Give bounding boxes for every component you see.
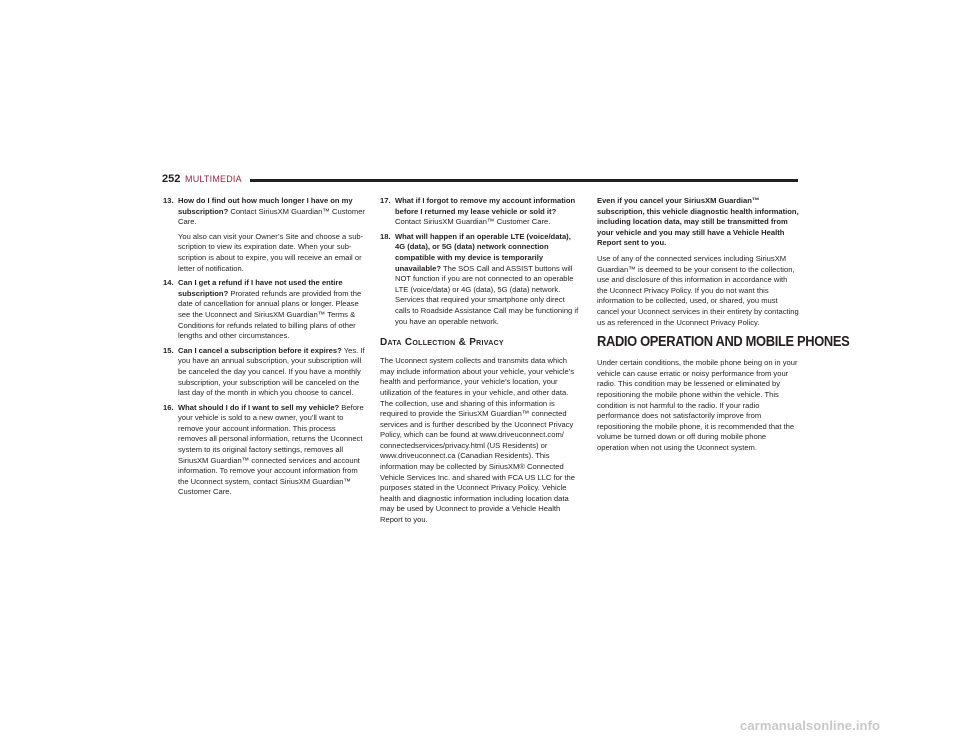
faq-answer: Contact SiriusXM Guardian™ Customer Care. — [178, 206, 365, 227]
faq-item-14 — [163, 278, 366, 342]
column-left — [163, 196, 366, 502]
item-number: 15. — [163, 345, 174, 355]
faq-item-18 — [380, 232, 580, 327]
privacy-body: The Uconnect system collects and transmits data which may include information about your vehicle, your vehicle’s health and performance, your vehicle’s location, your utilization of the features in your vehicle, and other data. The collection, use and sharing of this information is required to provide the SiriusXM Guardian™ connected services and is further described by the Uconnect Privacy Policy, which can be found at www.driveuconnect.com/ connectedservices/privacy.html (US Residents) or www.driveuconnect.ca (Canadian Residents). This information may be collected by SiriusXM® Connected Vehicle Services Inc. and shared with FCA US LLC for the purposes stated in the Uconnect Privacy Policy. Vehicle health and diagnostic information including location data may be used by Uconnect to provide a Vehicle Health Report to you. — [380, 356, 576, 525]
radio-paragraph: Under certain conditions, the mobile phone being on in your vehicle can cause erratic or noisy performance from your radio. This condition may be lessened or eliminated by repositioning the mobile phone within the vehicle. This condition is not harmful to the radio. If your radio performance does not satisfactorily improve from repositioning the mobile phone, it is recommended that the volume be turned down or off during mobile phone operation when not using the Uconnect system. — [597, 358, 798, 452]
header-rule — [250, 179, 798, 182]
section-title: MULTIMEDIA — [185, 174, 242, 184]
page-header — [162, 172, 798, 188]
faq-answer: Yes. If you have an annual subscription, your subscription will be canceled the day you cancel. If you have a monthly subscription, your subscription will be canceled on the last day of the month in which you choose to cancel. — [178, 345, 365, 398]
faq-item-13 — [163, 196, 366, 274]
item-number: 16. — [163, 402, 174, 412]
section-heading-radio: RADIO OPERATION AND MOBILE PHONES — [597, 333, 850, 351]
consent-paragraph: Use of any of the connected services including SiriusXM Guardian™ is deemed to be your consent to the collection, use and disclosure of this information in accordance with the Uconnect Privacy Policy. If you do not want this information to be collected, used, or shared, you must cancel your Uconnect services in their entirety by contacting us as referenced in the Uconnect Privacy Policy. — [597, 253, 799, 327]
section-heading-data-privacy: Data Collection & Privacy — [380, 337, 504, 349]
item-number: 14. — [163, 278, 174, 288]
faq-question: Can I cancel a subscription before it expires? — [178, 345, 342, 355]
page-number: 252 — [162, 173, 181, 185]
item-number: 17. — [380, 196, 391, 205]
faq-question: What if I forgot to remove my account information before I returned my lease vehicle or sold it? — [395, 196, 576, 216]
watermark: carmanualsonline.info — [740, 718, 881, 733]
column-middle — [380, 196, 580, 531]
item-number: 18. — [380, 231, 391, 241]
faq-extra: You also can visit your Owner’s Site and choose a subscription to view its expiration date. When your subscription is about to expire, you will receive an email or letter of notification. — [178, 231, 364, 273]
faq-answer: Prorated refunds are provided from the date of cancellation for annual plans or longer. Please see the Uconnect and SiriusXM Guardian™ Terms & Conditions for refunds related to billing plans of other lengths and other circumstances. — [178, 288, 362, 341]
column-right — [597, 196, 850, 458]
faq-answer: The SOS Call and ASSIST buttons will NOT function if you are not connected to an operable LTE (voice/data) or 4G (data), 5G (data) network. Services that required your smartphone only direct calls to Roadside Assistance Call may be functioning if you have an operable network. — [395, 263, 579, 326]
faq-question: What will happen if an operable LTE (voice/data), 4G (data), or 5G (data) network connection compatible with my device is temporarily unavailable? — [395, 231, 571, 273]
faq-question: Can I get a refund if I have not used the entire subscription? — [178, 278, 343, 298]
faq-question: What should I do if I want to sell my vehicle? — [178, 402, 340, 412]
faq-item-15 — [163, 346, 366, 399]
faq-answer: Before your vehicle is sold to a new owner, you’ll want to remove your account information. This process removes all personal information, returns the Uconnect system to its original factory settings, removes all SiriusXM Guardian™ connected services and account information. To remove your account information from the Uconnect system, contact SiriusXM Guardian™ Customer Care. — [178, 402, 364, 497]
faq-question: How do I find out how much longer I have on my subscription? — [178, 196, 353, 216]
faq-answer: Contact SiriusXM Guardian™ Customer Care. — [395, 217, 551, 227]
faq-item-17 — [380, 196, 580, 228]
faq-item-16 — [163, 403, 366, 498]
item-number: 13. — [163, 196, 174, 205]
subscription-note: Even if you cancel your SiriusXM Guardian™ subscription, this vehicle diagnostic health information, including location data, may still be transmitted from your vehicle and you may still have a Vehicle Health Report sent to you. — [597, 196, 799, 248]
